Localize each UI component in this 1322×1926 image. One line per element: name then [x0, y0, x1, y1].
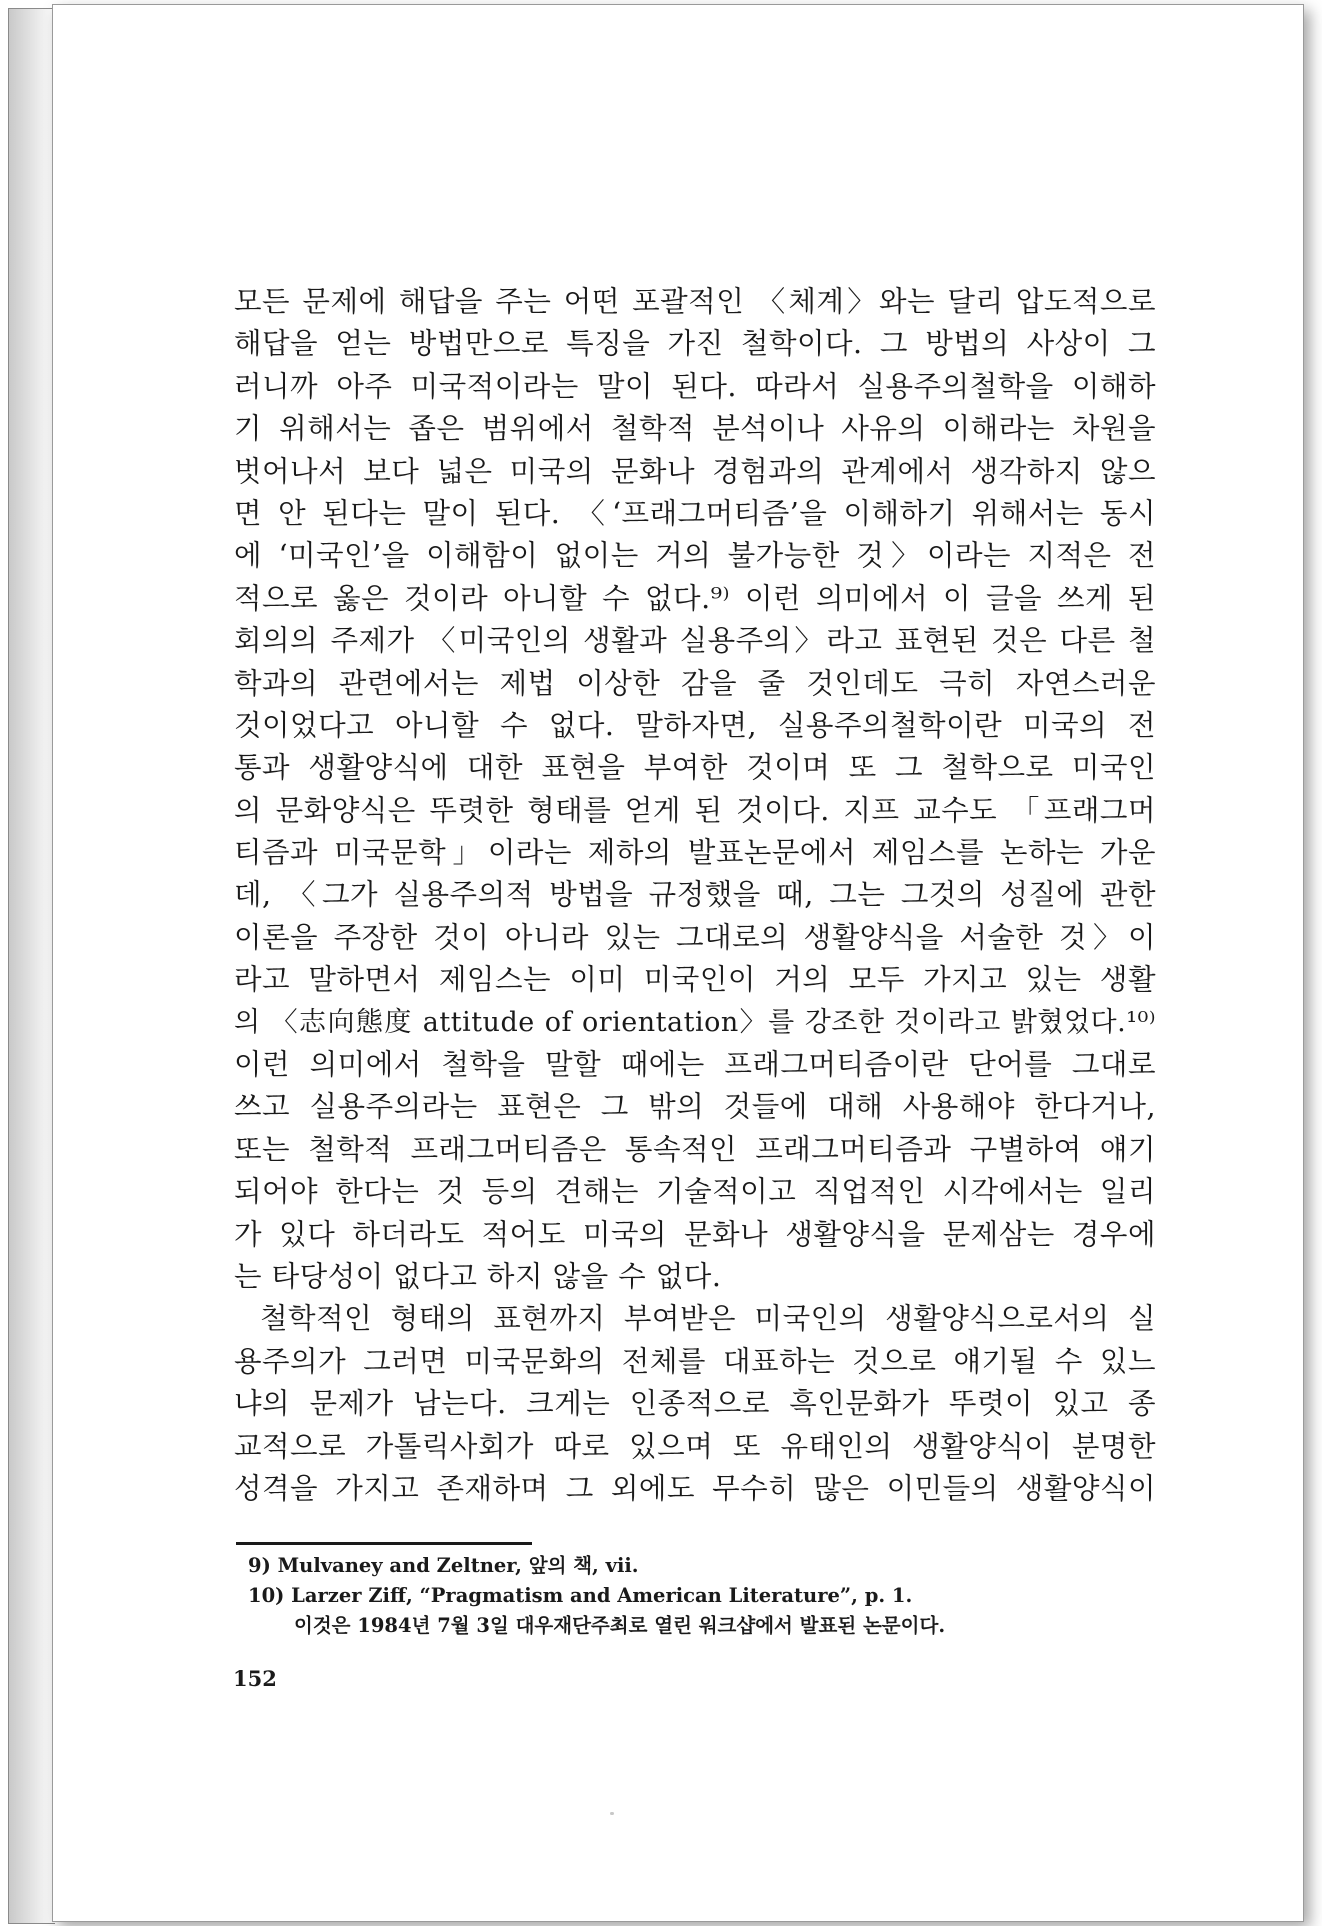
page-number: 152 [233, 1666, 277, 1691]
footnote-rule [236, 1542, 532, 1545]
body-line: 에 ‘미국인’을 이해함이 없이는 거의 불가능한 것〉이라는 지적은 전 [234, 539, 1156, 573]
body-line: 회의의 주제가 〈미국인의 생활과 실용주의〉라고 표현된 것은 다른 철 [234, 624, 1156, 658]
body-line: 가 있다 하더라도 적어도 미국의 문화나 생활양식을 문제삼는 경우에 [234, 1217, 1156, 1251]
body-line: 통과 생활양식에 대한 표현을 부여한 것이며 또 그 철학으로 미국인 [234, 751, 1156, 785]
body-line: 냐의 문제가 남는다. 크게는 인종적으로 흑인문화가 뚜렷이 있고 종 [234, 1387, 1156, 1421]
footnotes [248, 1551, 1148, 1641]
body-line: 용주의가 그러면 미국문화의 전체를 대표하는 것으로 얘기될 수 있느 [234, 1344, 1156, 1378]
body-line: 해답을 얻는 방법만으로 특징을 가진 철학이다. 그 방법의 사상이 그 [234, 327, 1156, 361]
body-line: 의 〈志向態度 attitude of orientation〉를 강조한 것이라고 밝혔었다.¹⁰⁾ [234, 1006, 1156, 1038]
body-line: 벗어나서 보다 넓은 미국의 문화나 경험과의 관계에서 생각하지 않으 [234, 454, 1156, 488]
body-line: 것이었다고 아니할 수 없다. 말하자면, 실용주의철학이란 미국의 전 [234, 708, 1156, 742]
footnote-10: 10) Larzer Ziff, “Pragmatism and American Literature”, p. 1. [248, 1584, 913, 1607]
footnote-9: 9) Mulvaney and Zeltner, 앞의 책, vii. [248, 1554, 639, 1577]
body-line: 교적으로 가톨릭사회가 따로 있으며 또 유태인의 생활양식이 분명한 [234, 1429, 1156, 1463]
body-line: 면 안 된다는 말이 된다. 〈‘프래그머티즘’을 이해하기 위해서는 동시 [234, 496, 1156, 530]
body-line: 이론을 주장한 것이 아니라 있는 그대로의 생활양식을 서술한 것〉이 [234, 920, 1156, 954]
page-edge-shadow [8, 8, 55, 1924]
body-line: 라고 말하면서 제임스는 이미 미국인이 거의 모두 가지고 있는 생활 [234, 963, 1156, 997]
body-line: 모든 문제에 해답을 주는 어떤 포괄적인 〈체계〉와는 달리 압도적으로 [234, 285, 1156, 318]
body-line: 되어야 한다는 것 등의 견해는 기술적이고 직업적인 시각에서는 일리 [234, 1175, 1156, 1209]
body-line: 러니까 아주 미국적이라는 말이 된다. 따라서 실용주의철학을 이해하 [234, 369, 1156, 403]
scan-speck [610, 1812, 614, 1815]
body-line: 의 문화양식은 뚜렷한 형태를 얻게 된 것이다. 지프 교수도 「프래그머 [234, 793, 1156, 827]
body-line: 기 위해서는 좁은 범위에서 철학적 분석이나 사유의 이해라는 차원을 [234, 412, 1156, 446]
body-line: 쓰고 실용주의라는 표현은 그 밖의 것들에 대해 사용해야 한다거나, [234, 1090, 1156, 1124]
body-line: 는 타당성이 없다고 하지 않을 수 없다. [234, 1259, 722, 1293]
body-line: 이런 의미에서 철학을 말할 때에는 프래그머티즘이란 단어를 그대로 [234, 1048, 1156, 1082]
body-line: 티즘과 미국문학」이라는 제하의 발표논문에서 제임스를 논하는 가운 [234, 836, 1156, 870]
body-line: 또는 철학적 프래그머티즘은 통속적인 프래그머티즘과 구별하여 얘기 [234, 1132, 1156, 1166]
body-text [234, 281, 1156, 1510]
body-line: 적으로 옳은 것이라 아니할 수 없다.⁹⁾ 이런 의미에서 이 글을 쓰게 된 [234, 581, 1156, 615]
body-line: 성격을 가지고 존재하며 그 외에도 무수히 많은 이민들의 생활양식이 [234, 1471, 1156, 1505]
body-line: 철학적인 형태의 표현까지 부여받은 미국인의 생활양식으로서의 실 [260, 1302, 1156, 1336]
body-line: 학과의 관련에서는 제법 이상한 감을 줄 것인데도 극히 자연스러운 [234, 666, 1156, 700]
footnote-10-continuation: 이것은 1984년 7월 3일 대우재단주최로 열린 워크샵에서 발표된 논문이다. [294, 1614, 946, 1637]
body-line: 데, 〈그가 실용주의적 방법을 규정했을 때, 그는 그것의 성질에 관한 [234, 878, 1156, 912]
